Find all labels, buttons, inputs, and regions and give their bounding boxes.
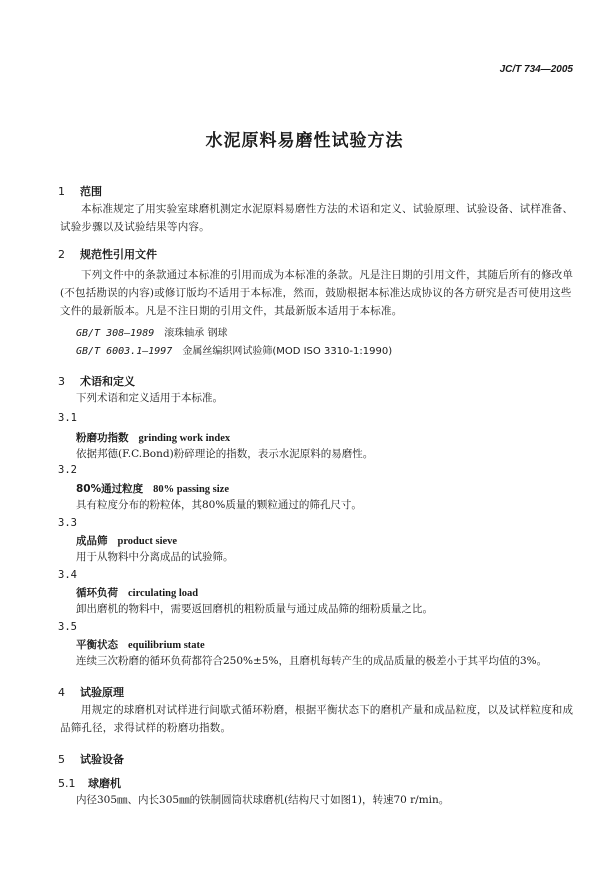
term-definition: 用于从物料中分离成品的试验筛。 — [76, 551, 234, 563]
standard-code: JC/T 734—2005 — [499, 64, 573, 75]
section-title: 术语和定义 — [80, 375, 135, 388]
section-heading-3 — [58, 373, 135, 389]
section-heading-5 — [58, 751, 124, 767]
term-cn: 80%通过粒度 — [76, 483, 144, 495]
section-number: 1 — [58, 185, 65, 198]
term-definition: 连续三次粉磨的循环负荷都符合250%±5%，且磨机每转产生的成品质量的极差小于其平均值的3%。 — [76, 655, 548, 667]
term-en: grinding work index — [138, 433, 231, 444]
term-heading — [76, 533, 177, 548]
section-title: 试验原理 — [80, 686, 124, 699]
section-heading-2 — [58, 246, 157, 262]
section-number: 2 — [58, 248, 65, 261]
reference-code: GB/T 6003.1—1997 — [76, 346, 173, 357]
term-heading — [76, 481, 229, 496]
term-en: 80% passing size — [153, 484, 229, 495]
term-definition: 卸出磨机的物料中，需要返回磨机的粗粉质量与通过成品筛的细粉质量之比。 — [76, 603, 433, 615]
reference-item — [76, 342, 392, 357]
section-heading-4 — [58, 684, 124, 700]
term-cn: 平衡状态 — [76, 639, 118, 651]
term-en: circulating load — [128, 588, 199, 599]
section-title: 试验设备 — [80, 753, 124, 766]
subsection-number: 5.1 — [58, 777, 76, 790]
term-number: 3.1 — [58, 412, 77, 424]
section-1-paragraph: 本标准规定了用实验室球磨机测定水泥原料易磨性方法的术语和定义、试验原理、试验设备、试样准备、试验步骤以及试验结果等内容。 — [60, 203, 574, 233]
section-2-paragraph: 下列文件中的条款通过本标准的引用而成为本标准的条款。凡是注日期的引用文件，其随后所有的修改单(不包括勘误的内容)或修订版均不适用于本标准，然而，鼓励根据本标准达成协议的各方研究是否可使用这些文件的最新版本。凡是不注日期的引用文件，其最新版本适用于本标准。 — [60, 269, 574, 317]
reference-name: 滚珠轴承 钢球 — [164, 328, 228, 339]
term-en: product sieve — [117, 536, 178, 547]
term-number: 3.5 — [58, 621, 77, 633]
section-4-paragraph: 用规定的球磨机对试样进行间歇式循环粉磨，根据平衡状态下的磨机产量和成品粒度，以及试样粒度和成品筛孔径，求得试样的粉磨功指数。 — [60, 704, 574, 734]
section-number: 5 — [58, 753, 65, 766]
subsection-heading-5-1 — [58, 775, 121, 791]
term-definition: 具有粒度分布的粉粒体，其80%质量的颗粒通过的筛孔尺寸。 — [76, 499, 362, 511]
term-cn: 循环负荷 — [76, 587, 118, 599]
term-definition: 依据邦德(F.C.Bond)粉碎理论的指数，表示水泥原料的易磨性。 — [76, 448, 374, 460]
subsection-title: 球磨机 — [88, 777, 121, 790]
section-number: 4 — [58, 686, 65, 699]
section-title: 范围 — [80, 185, 102, 198]
term-number: 3.2 — [58, 464, 77, 476]
term-heading — [76, 637, 205, 652]
term-number: 3.3 — [58, 517, 77, 529]
term-heading — [76, 585, 198, 600]
section-3-intro: 下列术语和定义适用于本标准。 — [76, 392, 223, 404]
term-cn: 成品筛 — [76, 535, 108, 547]
reference-name: 金属丝编织网试验筛(MOD ISO 3310-1:1990) — [182, 346, 393, 357]
term-en: equilibrium state — [128, 640, 205, 651]
document-title: 水泥原料易磨性试验方法 — [205, 131, 404, 151]
term-heading — [76, 430, 230, 445]
section-title: 规范性引用文件 — [80, 248, 157, 261]
subsection-5-1-paragraph: 内径305㎜、内长305㎜的铁制圆筒状球磨机(结构尺寸如图1)，转速70 r/min。 — [76, 794, 450, 806]
reference-code: GB/T 308—1989 — [76, 328, 155, 339]
section-heading-1 — [58, 183, 102, 199]
term-number: 3.4 — [58, 569, 77, 581]
section-number: 3 — [58, 375, 65, 388]
term-cn: 粉磨功指数 — [76, 432, 129, 444]
reference-item — [76, 324, 227, 339]
